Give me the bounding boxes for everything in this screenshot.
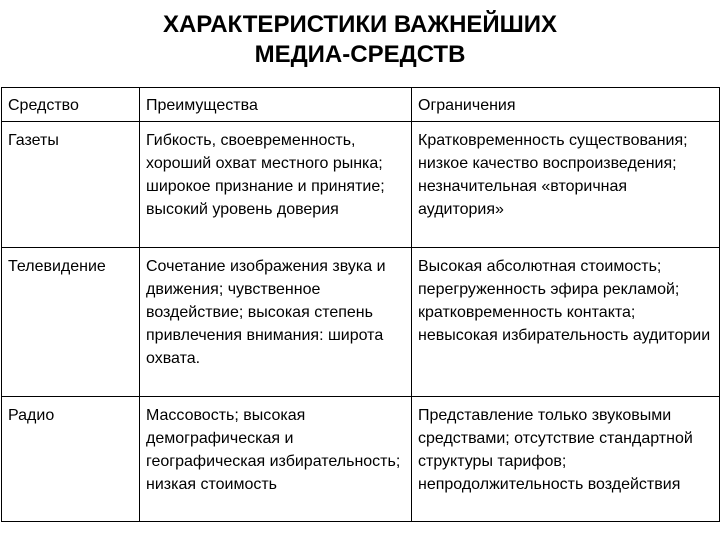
cell-medium: Радио (2, 397, 140, 522)
header-advantages: Преимущества (140, 88, 412, 122)
cell-limitations: Высокая абсолютная стоимость; перегруженность эфира рекламой; кратковременность контакта; невысокая избирательность аудитории (412, 248, 720, 397)
table-row (2, 122, 720, 248)
table-header-row (2, 88, 720, 122)
page-title-line-2: МЕДИА-СРЕДСТВ (254, 41, 466, 68)
cell-limitations: Кратковременность существования; низкое качество воспроизведения; незначительная «вторичная аудитория» (412, 122, 720, 248)
header-limitations: Ограничения (412, 88, 720, 122)
cell-advantages: Сочетание изображения звука и движения; чувственное воздействие; высокая степень привлечения внимания: широта охвата. (140, 248, 412, 397)
cell-advantages: Массовость; высокая демографическая и географическая избирательность; низкая стоимость (140, 397, 412, 522)
media-characteristics-table (1, 87, 720, 522)
cell-medium: Телевидение (2, 248, 140, 397)
cell-advantages: Гибкость, своевременность, хороший охват местного рынка; широкое признание и принятие; высокий уровень доверия (140, 122, 412, 248)
cell-medium: Газеты (2, 122, 140, 248)
page-title (0, 10, 720, 70)
table-row (2, 397, 720, 522)
cell-limitations: Представление только звуковыми средствами; отсутствие стандартной структуры тарифов; непродолжительность воздействия (412, 397, 720, 522)
page-title-line-1: ХАРАКТЕРИСТИКИ ВАЖНЕЙШИХ (162, 11, 558, 38)
header-medium: Средство (2, 88, 140, 122)
table-row (2, 248, 720, 397)
